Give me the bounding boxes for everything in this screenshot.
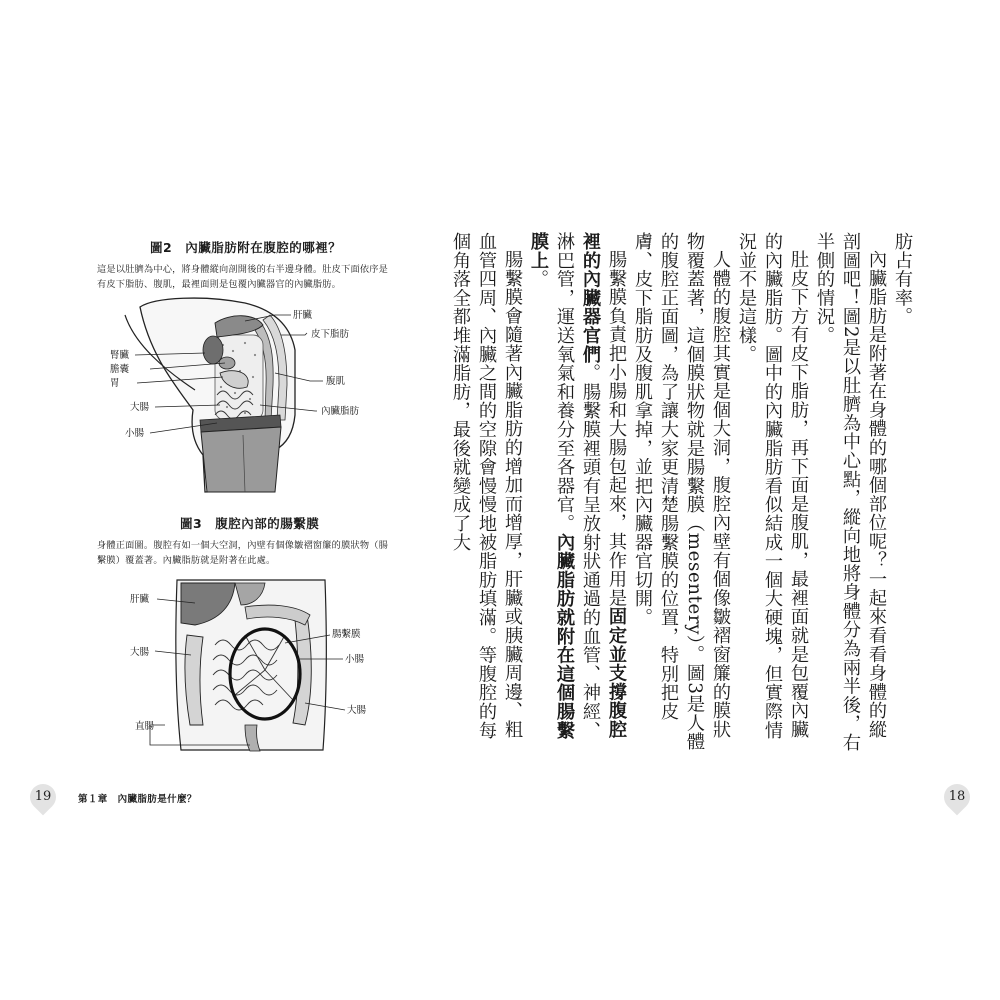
fig2-label-subcutaneous-fat: 皮下脂肪 <box>311 329 350 340</box>
fig3-label-small-intestine: 小腸 <box>345 654 365 665</box>
right-page-number-text: 18 <box>948 789 966 804</box>
body-paragraph-1 <box>811 232 889 752</box>
left-page-number <box>30 784 56 814</box>
fig3-label-large-intestine-left: 大腸 <box>130 647 150 658</box>
figure2-body-cross-section <box>95 295 385 500</box>
figure3-description: 身體正面圖。腹腔有如一個大空洞，內壁有個像皺褶窗簾的膜狀物（腸繫膜）覆蓋著。內臟脂肪就是附著在此處。 <box>97 540 389 566</box>
figure3-abdominal-cavity <box>95 575 385 755</box>
fig3-label-liver: 肝臟 <box>130 594 150 605</box>
figure3-title: 圖3 腹腔內部的腸繫膜 <box>180 516 320 531</box>
fig3-label-rectum: 直腸 <box>135 721 155 732</box>
fig3-label-mesentery: 腸繫膜 <box>332 629 361 640</box>
right-page-body-text <box>450 232 915 752</box>
body-paragraph-0 <box>889 232 915 752</box>
fig2-label-gallbladder: 膽囊 <box>110 364 130 375</box>
fig2-label-kidney: 腎臟 <box>110 350 130 361</box>
left-page-number-text: 19 <box>34 789 52 804</box>
figure2-title: 圖2 內臟脂肪附在腹腔的哪裡？ <box>150 240 342 255</box>
body-paragraph-4 <box>525 232 629 752</box>
bold-text-run: 內臟脂肪就附在這個腸繫膜上 <box>528 232 575 740</box>
text-run: 。腸繫膜裡頭有呈放射狀通過的血管、神經、淋巴管，運送氧氣和養分至各器官。 <box>554 232 601 740</box>
text-run: 肚皮下方有皮下脂肪，再下面是腹肌，最裡面就是包覆內臟的內臟脂肪。圖中的內臟脂肪看似結成一個大硬塊，但實際情況並不是這樣。 <box>736 232 809 740</box>
chapter-title: 第１章 內臟脂肪是什麼？ <box>78 794 197 805</box>
text-run: 腸繫膜負責把小腸和大腸包起來，其作用是 <box>606 250 627 608</box>
body-paragraph-3 <box>629 232 733 752</box>
text-run: 腸繫膜會隨著內臟脂肪的增加而增厚，肝臟或胰臟周邊、粗血管四周、內臟之間的空隙會慢慢地被脂肪填滿。等腹腔的每個角落全都堆滿脂肪，最後就變成了大 <box>450 232 523 740</box>
fig3-label-large-intestine-right: 大腸 <box>347 705 367 716</box>
body-paragraph-2 <box>733 232 811 752</box>
body-paragraph-5 <box>447 232 525 752</box>
figure2-description: 這是以肚臍為中心，將身體縱向剖開後的右半邊身體。肚皮下面依序是有皮下脂肪、腹肌，最裡面則是包覆內臟器官的內臟脂肪。 <box>97 264 389 290</box>
fig2-label-liver: 肝臟 <box>293 310 313 321</box>
bold-text-run: 固定並支撐腹腔裡的內臟器官們 <box>580 232 627 739</box>
fig2-label-abdominal-muscle: 腹肌 <box>326 376 346 387</box>
fig2-label-visceral-fat: 內臟脂肪 <box>321 406 360 417</box>
text-run: 內臟脂肪是附著在身體的哪個部位呢？一起來看看身體的縱剖圖吧！圖2是以肚臍為中心點，縱向地將身體分為兩半後，右半側的情況。 <box>814 232 887 752</box>
text-run: 肪占有率。 <box>892 232 913 326</box>
text-run: 。 <box>528 269 549 289</box>
text-run: 人體的腹腔其實是個大洞，腹腔內壁有個像皺褶窗簾的膜狀物覆蓋著，這個膜狀物就是腸繫膜（mesentery）。圖3是人體的腹腔正面圖，為了讓大家更清楚腸繫膜的位置，特別把皮膚、皮下脂肪及腹肌拿掉，並把內臟器官切開。 <box>632 232 731 751</box>
fig2-label-small-intestine: 小腸 <box>125 428 145 439</box>
fig2-label-stomach: 胃 <box>110 378 120 389</box>
right-page-number <box>944 784 970 814</box>
fig2-label-large-intestine: 大腸 <box>130 402 150 413</box>
